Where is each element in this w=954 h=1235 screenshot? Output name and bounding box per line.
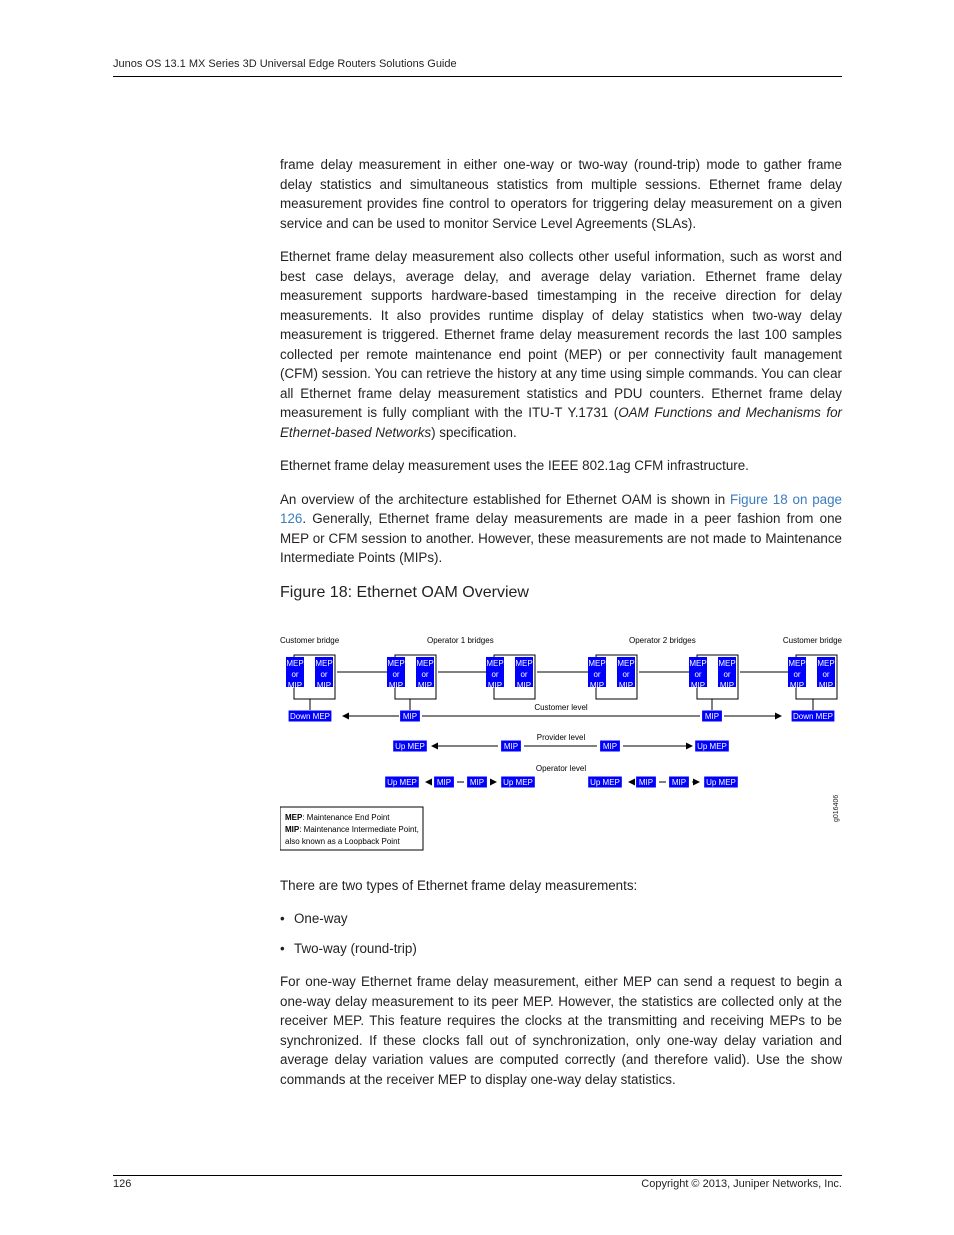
list-item (280, 909, 842, 929)
mep-or-mip-text: or (694, 669, 702, 679)
paragraph-infrastructure: Ethernet frame delay measurement uses the IEEE 802.1ag CFM infrastructure. (280, 458, 749, 473)
mep-or-mip-text: MIP (589, 680, 605, 690)
figure-link[interactable]: Figure 18 on page 126 (280, 491, 842, 526)
mip-op2-b-text: MIP (671, 777, 687, 787)
mep-or-mip-text: or (793, 669, 801, 679)
mep-or-mip-text: MIP (487, 680, 503, 690)
oam-diagram-svg (280, 610, 842, 860)
paragraph-intro: frame delay measurement in either one-way or two-way (round-trip) mode to gather frame delay statistics and simultaneous statistics from multiple sessions. Ethernet frame delay measurement provides fine control to operators for triggering delay measurement on a given service and can be used to monitor Service Level Agreements (SLAs). (280, 157, 842, 231)
mep-or-mip-text: MIP (388, 680, 404, 690)
legend-mep: MEP: Maintenance End Point (285, 812, 390, 822)
mep-or-mip-text: MEP (817, 658, 835, 668)
arrow-head-op1-left (425, 778, 432, 785)
bullet-glyph: • (280, 940, 285, 956)
page-number: 126 (113, 1178, 132, 1190)
paragraph-details-text: Ethernet frame delay measurement also collects other useful information, such as worst and best case delays, average delay, and average delay variation. Ethernet frame delay measurement supports hardware-based timestamping in the receive direction for delay measurements. It also provides runtime display of delay statistics when two-way delay measurement is triggered. Ethernet frame delay measurement records the last 100 samples collected per remote maintenance end point (MEP) or per connectivity fault management (CFM) session. You can retrieve the history at any time using simple commands. You can clear all Ethernet frame delay measurement statistics and PDU counters. Ethernet frame delay measurement is fully compliant with the ITU-T Y.1731 ( (280, 249, 842, 420)
mep-or-mip-text: or (320, 669, 328, 679)
mip-op1-b-text: MIP (469, 777, 485, 787)
up-mep-provider-right-text: Up MEP (697, 741, 727, 751)
mep-or-mip-text: MEP (788, 658, 806, 668)
arrow-head-provider-right (686, 742, 693, 749)
figure-id: g016406 (833, 794, 840, 822)
arrow-head-op2-right (693, 778, 700, 785)
mep-or-mip-text: MIP (618, 680, 634, 690)
list-item (280, 939, 842, 959)
arrow-head-op1-right (490, 778, 497, 785)
mep-or-mip-text: MIP (818, 680, 834, 690)
mep-or-mip-text: or (520, 669, 528, 679)
mep-or-mip-text: MIP (417, 680, 433, 690)
mep-or-mip-text: MEP (416, 658, 434, 668)
mip-op1-a-text: MIP (436, 777, 452, 787)
running-header: Junos OS 13.1 MX Series 3D Universal Edge Routers Solutions Guide (113, 58, 457, 70)
paragraph-overview-end: . Generally, Ethernet frame delay measurements are made in a peer fashion from one MEP or CFM session to another. However, these measurements are not made to Maintenance Intermediate Points (MIPs). (280, 511, 842, 565)
mep-or-mip-text: or (593, 669, 601, 679)
up-mep-op1-left-text: Up MEP (387, 777, 417, 787)
footer-rule (113, 1175, 842, 1176)
figure-title: Figure 18: Ethernet OAM Overview (280, 583, 529, 601)
group-label-customer-right: Customer bridge (782, 635, 842, 645)
mep-or-mip-text: MEP (387, 658, 405, 668)
mip-provider-left-text: MIP (503, 741, 519, 751)
copyright: Copyright © 2013, Juniper Networks, Inc. (641, 1178, 842, 1190)
legend-mip: MIP: Maintenance Intermediate Point, (285, 824, 419, 834)
up-mep-provider-left-text: Up MEP (395, 741, 425, 751)
paragraph-details-end: ) specification. (431, 424, 517, 440)
mep-or-mip-text: MEP (588, 658, 606, 668)
arrow-head-provider-left (431, 742, 438, 749)
mep-or-mip-text: or (491, 669, 499, 679)
legend-mip-note: also known as a Loopback Point (285, 836, 400, 846)
mip-customer-left-text: MIP (402, 711, 418, 721)
list-item-label: Two-way (round-trip) (294, 940, 417, 956)
down-mep-left-text: Down MEP (289, 711, 331, 721)
arrow-head-customer-left (342, 712, 349, 719)
up-mep-op2-left-text: Up MEP (590, 777, 620, 787)
mep-or-mip-text: MEP (617, 658, 635, 668)
ethernet-oam-diagram (280, 610, 842, 860)
provider-level-label: Provider level (536, 732, 586, 742)
mep-or-mip-text: or (291, 669, 299, 679)
paragraph-types: There are two types of Ethernet frame delay measurements: (280, 877, 638, 893)
group-label-operator1: Operator 1 bridges (427, 635, 494, 645)
mip-provider-right-text: MIP (602, 741, 618, 751)
mip-customer-right-text: MIP (704, 711, 720, 721)
down-mep-right-text: Down MEP (792, 711, 834, 721)
measurement-type-list (280, 909, 842, 958)
main-content (280, 155, 842, 1103)
customer-level-label: Customer level (534, 702, 588, 712)
mep-or-mip-text: MEP (315, 658, 333, 668)
bullet-glyph: • (280, 911, 285, 926)
mep-or-mip-text: MIP (287, 680, 303, 690)
mep-or-mip-text: MEP (515, 658, 533, 668)
mep-or-mip-text: MEP (689, 658, 707, 668)
group-label-customer-left: Customer bridge (280, 635, 340, 645)
header-rule (113, 76, 842, 77)
paragraph-details (280, 247, 842, 442)
mep-or-mip-text: or (723, 669, 731, 679)
mep-or-mip-text: MIP (690, 680, 706, 690)
up-mep-op2-right-text: Up MEP (706, 777, 736, 787)
mep-or-mip-text: or (822, 669, 830, 679)
paragraph-overview (280, 490, 842, 568)
mep-or-mip-text: or (392, 669, 400, 679)
mep-or-mip-text: MEP (486, 658, 504, 668)
list-item-label: One-way (294, 911, 348, 926)
spec-title: OAM Functions and Mechanisms for Ethernet-based Networks (280, 405, 842, 440)
paragraph-one-way: For one-way Ethernet frame delay measurement, either MEP can send a request to begin a one-way delay measurement to its peer MEP. However, the statistics are collected only at the receiver MEP. This feature requires the clocks at the transmitting and receiving MEPs to be synchronized. If these clocks fall out of synchronization, only one-way delay variation and average delay variation values are computed correctly (and therefore valid). Use the show commands at the receiver MEP to display one-way delay statistics. (280, 974, 842, 1087)
paragraph-overview-text: An overview of the architecture established for Ethernet OAM is shown in (280, 491, 731, 507)
operator-level-label: Operator level (535, 763, 587, 773)
group-label-operator2: Operator 2 bridges (629, 635, 696, 645)
mep-or-mip-text: MIP (516, 680, 532, 690)
arrow-head-op2-left (628, 778, 635, 785)
mep-or-mip-text: MIP (719, 680, 735, 690)
mep-or-mip-text: MIP (789, 680, 805, 690)
arrow-head-customer-right (775, 712, 782, 719)
mep-or-mip-text: MEP (718, 658, 736, 668)
up-mep-op1-right-text: Up MEP (503, 777, 533, 787)
mep-or-mip-text: MEP (286, 658, 304, 668)
mep-or-mip-text: or (622, 669, 630, 679)
mep-or-mip-text: or (421, 669, 429, 679)
mip-op2-a-text: MIP (638, 777, 654, 787)
mep-or-mip-text: MIP (316, 680, 332, 690)
